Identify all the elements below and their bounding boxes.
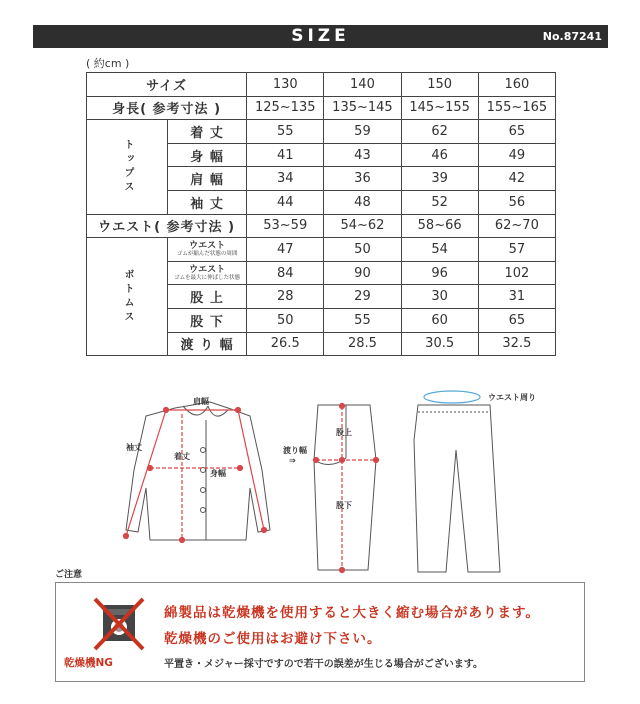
waist-around-label: ウエスト周り <box>488 393 536 402</box>
row-label: 袖 丈 <box>168 190 247 214</box>
value-cell: 29 <box>324 285 401 309</box>
notice-line-1: 綿製品は乾燥機を使用すると大きく縮む場合があります。 <box>164 605 540 621</box>
size-cell: 130 <box>247 73 324 97</box>
value-cell: 28.5 <box>324 332 401 356</box>
size-header-label: サイズ <box>87 73 247 97</box>
value-cell: 43 <box>324 143 401 167</box>
table-row <box>87 238 556 262</box>
row-label: 股 下 <box>168 308 247 332</box>
row-label <box>168 238 247 262</box>
row-label: 身 幅 <box>168 143 247 167</box>
waist-cell: 53~59 <box>247 214 324 238</box>
thigh-arrow: ⇒ <box>289 456 296 465</box>
waist-cell: 54~62 <box>324 214 401 238</box>
value-cell: 65 <box>478 308 555 332</box>
row-label: 股 上 <box>168 285 247 309</box>
height-cell: 125~135 <box>247 96 324 120</box>
shirt-illustration <box>126 402 270 540</box>
value-cell: 50 <box>247 308 324 332</box>
measurement-diagrams <box>0 380 640 580</box>
value-cell: 55 <box>324 308 401 332</box>
no-dryer-icon <box>89 595 149 653</box>
shoulder-label: 肩幅 <box>193 397 209 406</box>
shirt-measure-lines <box>124 408 267 543</box>
value-cell: 30.5 <box>401 332 478 356</box>
size-cell: 140 <box>324 73 401 97</box>
notice-box <box>55 582 585 682</box>
size-cell: 150 <box>401 73 478 97</box>
value-cell: 50 <box>324 238 401 262</box>
row-label <box>168 261 247 285</box>
value-cell: 52 <box>401 190 478 214</box>
notice-line-3: 平置き・メジャー採寸ですので若干の誤差が生じる場合がございます。 <box>164 659 483 670</box>
value-cell: 36 <box>324 167 401 191</box>
page-title: SIZE <box>291 26 350 46</box>
value-cell: 41 <box>247 143 324 167</box>
waist-stretched-label: ウエスト <box>189 264 226 275</box>
value-cell: 59 <box>324 120 401 144</box>
inseam-label: 股下 <box>336 501 352 510</box>
dryer-ng-label: 乾燥機NG <box>64 657 113 669</box>
value-cell: 42 <box>478 167 555 191</box>
value-cell: 34 <box>247 167 324 191</box>
waist-ring <box>424 391 480 403</box>
row-label: 着 丈 <box>168 120 247 144</box>
table-row <box>87 214 556 238</box>
value-cell: 32.5 <box>478 332 555 356</box>
thigh-label: 渡り幅 <box>283 446 307 455</box>
value-cell: 102 <box>478 261 555 285</box>
value-cell: 46 <box>401 143 478 167</box>
notice-line-2: 乾燥機のご使用はお避け下さい。 <box>164 631 382 647</box>
value-cell: 30 <box>401 285 478 309</box>
pants-front-illustration <box>414 405 500 572</box>
size-table <box>86 72 556 356</box>
row-label: 肩 幅 <box>168 167 247 191</box>
value-cell: 54 <box>401 238 478 262</box>
rise-label: 股上 <box>336 428 352 437</box>
length-label: 着丈 <box>174 452 190 461</box>
value-cell: 49 <box>478 143 555 167</box>
product-number: No.87241 <box>542 30 602 43</box>
notice-title: ご注意 <box>55 570 83 580</box>
header-bar <box>33 25 608 48</box>
waist-relaxed-note: ゴムが縮んだ状態の周囲 <box>176 250 238 257</box>
bottoms-side-label: ボトムス <box>87 238 168 356</box>
value-cell: 84 <box>247 261 324 285</box>
row-label: 渡 り 幅 <box>168 332 247 356</box>
table-row <box>87 120 556 144</box>
unit-label: ( 約cm ) <box>86 57 130 70</box>
waist-cell: 58~66 <box>401 214 478 238</box>
value-cell: 44 <box>247 190 324 214</box>
body-width-label: 身幅 <box>210 469 226 478</box>
height-label: 身長( 参考寸法 ) <box>87 96 247 120</box>
value-cell: 47 <box>247 238 324 262</box>
waist-label: ウエスト( 参考寸法 ) <box>87 214 247 238</box>
table-row <box>87 73 556 97</box>
value-cell: 48 <box>324 190 401 214</box>
value-cell: 28 <box>247 285 324 309</box>
table-row <box>87 96 556 120</box>
value-cell: 90 <box>324 261 401 285</box>
height-cell: 155~165 <box>478 96 555 120</box>
value-cell: 26.5 <box>247 332 324 356</box>
sleeve-label: 袖丈 <box>126 443 142 452</box>
value-cell: 65 <box>478 120 555 144</box>
value-cell: 62 <box>401 120 478 144</box>
size-cell: 160 <box>478 73 555 97</box>
waist-stretched-note: ゴムを最大に伸ばした状態 <box>174 274 241 281</box>
value-cell: 57 <box>478 238 555 262</box>
height-cell: 135~145 <box>324 96 401 120</box>
value-cell: 31 <box>478 285 555 309</box>
height-cell: 145~155 <box>401 96 478 120</box>
value-cell: 56 <box>478 190 555 214</box>
waist-cell: 62~70 <box>478 214 555 238</box>
value-cell: 96 <box>401 261 478 285</box>
value-cell: 39 <box>401 167 478 191</box>
value-cell: 55 <box>247 120 324 144</box>
waist-relaxed-label: ウエスト <box>189 240 226 251</box>
value-cell: 60 <box>401 308 478 332</box>
tops-side-label: トップス <box>87 120 168 214</box>
